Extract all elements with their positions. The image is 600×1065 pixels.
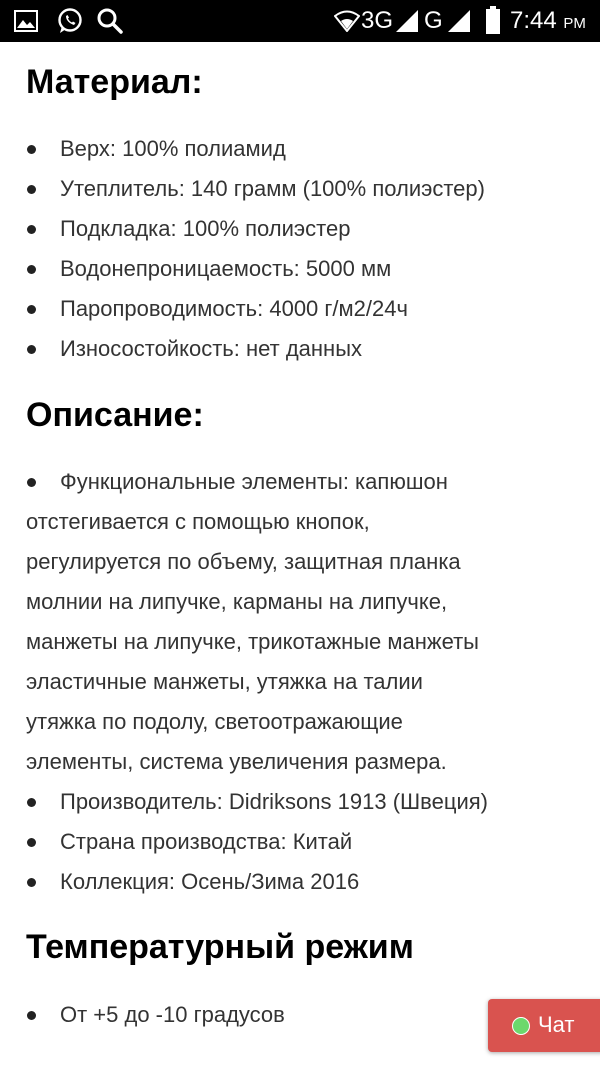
paragraph-line: эластичные манжеты, утяжка на талии [26, 669, 423, 694]
clock-time: 7:44 [510, 7, 557, 34]
search-icon [96, 7, 124, 35]
bullet-icon [27, 878, 36, 887]
list-item: Страна производства: Китай [60, 829, 353, 854]
paragraph-line: манжеты на липучке, трикотажные манжеты [26, 629, 479, 654]
list-item: Производитель: Didriksons 1913 (Швеция) [60, 789, 488, 814]
section-title-material: Материал: [26, 63, 203, 101]
paragraph-line: отстегивается с помощью кнопок, [26, 509, 370, 534]
paragraph-line: элементы, система увеличения размера. [26, 749, 447, 774]
signal-icon [448, 10, 470, 32]
bullet-icon [27, 145, 36, 154]
paragraph-line: утяжка по подолу, светоотражающие [26, 709, 403, 734]
list-item: Водонепроницаемость: 5000 мм [60, 256, 392, 281]
network-3g-label: 3G [361, 7, 394, 34]
bullet-icon [27, 185, 36, 194]
bullet-icon [27, 838, 36, 847]
clock-ampm: PM [563, 15, 586, 32]
battery-icon [486, 6, 500, 34]
list-item: Верх: 100% полиамид [60, 136, 286, 161]
section-title-temperature: Температурный режим [26, 928, 414, 966]
network-g-label: G [424, 7, 443, 34]
online-status-icon [512, 1017, 530, 1035]
status-bar [0, 0, 600, 42]
bullet-icon [27, 225, 36, 234]
list-item: От +5 до -10 градусов [60, 1002, 285, 1027]
paragraph-line: молнии на липучке, карманы на липучке, [26, 589, 448, 614]
description-paragraph [26, 462, 586, 782]
list-item: Износостойкость: нет данных [60, 336, 363, 361]
bullet-icon [27, 1011, 36, 1020]
signal-icon [396, 10, 418, 32]
list-item: Коллекция: Осень/Зима 2016 [60, 869, 360, 894]
bullet-icon [27, 305, 36, 314]
paragraph-line: Функциональные элементы: капюшон [60, 469, 448, 494]
whatsapp-icon [56, 7, 84, 35]
clock [510, 6, 586, 39]
paragraph-line: регулируется по объему, защитная планка [26, 549, 461, 574]
bullet-icon [27, 265, 36, 274]
wifi-icon [334, 10, 360, 32]
chat-button[interactable] [488, 999, 600, 1052]
section-title-description: Описание: [26, 396, 204, 434]
list-item: Утеплитель: 140 грамм (100% полиэстер) [60, 176, 485, 201]
list-item: Паропроводимость: 4000 г/м2/24ч [60, 296, 408, 321]
image-icon [14, 10, 38, 32]
bullet-icon [27, 345, 36, 354]
chat-button-label: Чат [538, 1012, 575, 1037]
list-item: Подкладка: 100% полиэстер [60, 216, 351, 241]
bullet-icon [27, 798, 36, 807]
